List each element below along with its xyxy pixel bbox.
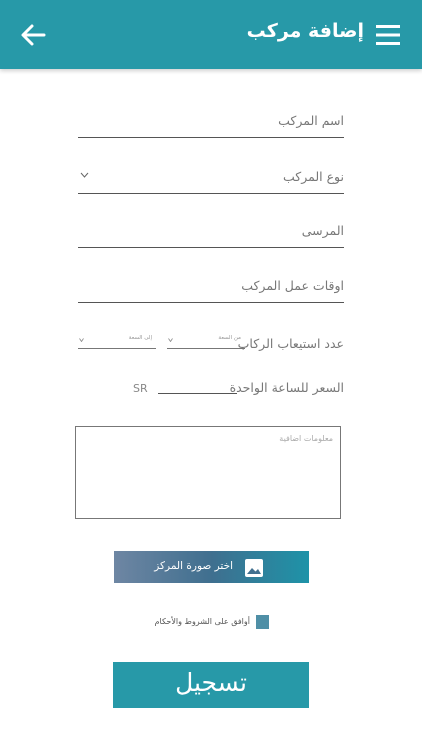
capacity-to-placeholder: إلى السعة — [128, 335, 152, 341]
working-hours-field[interactable] — [78, 271, 344, 303]
register-label: تسجيل — [175, 668, 247, 697]
capacity-from-placeholder: من السعة — [218, 335, 241, 341]
working-hours-placeholder: اوقات عمل المركب — [241, 278, 344, 293]
capacity-to-select[interactable] — [78, 331, 156, 349]
terms-checkbox[interactable] — [256, 615, 269, 629]
boat-type-placeholder: نوع المركب — [283, 169, 344, 184]
choose-image-label: اختر صورة المركز — [154, 560, 233, 572]
image-icon — [245, 559, 263, 577]
boat-name-field[interactable] — [78, 106, 344, 138]
extra-info-placeholder: معلومات اضافية — [279, 434, 333, 443]
price-input[interactable] — [158, 376, 237, 394]
chevron-down-icon — [79, 338, 84, 342]
capacity-from-select[interactable] — [167, 331, 245, 349]
boat-name-placeholder: اسم المركب — [278, 113, 344, 128]
chevron-down-icon — [80, 172, 89, 178]
harbor-placeholder: المرسى — [301, 223, 344, 238]
capacity-label: عدد استيعاب الركاب — [237, 336, 344, 351]
arrow-left-icon[interactable] — [18, 20, 48, 50]
register-button[interactable] — [113, 662, 309, 708]
app-bar — [0, 0, 422, 69]
hamburger-menu-icon[interactable] — [376, 24, 400, 46]
chevron-down-icon — [168, 338, 173, 342]
price-label: السعر للساعة الواحدة — [229, 380, 344, 395]
choose-image-button[interactable] — [114, 551, 309, 583]
page-title: إضافة مركب — [246, 20, 364, 42]
extra-info-textarea[interactable] — [75, 426, 341, 519]
currency-label: SR — [133, 382, 148, 395]
harbor-field[interactable] — [78, 216, 344, 248]
boat-type-select[interactable] — [78, 162, 344, 194]
terms-label: أوافق على الشروط والأحكام — [154, 617, 250, 626]
